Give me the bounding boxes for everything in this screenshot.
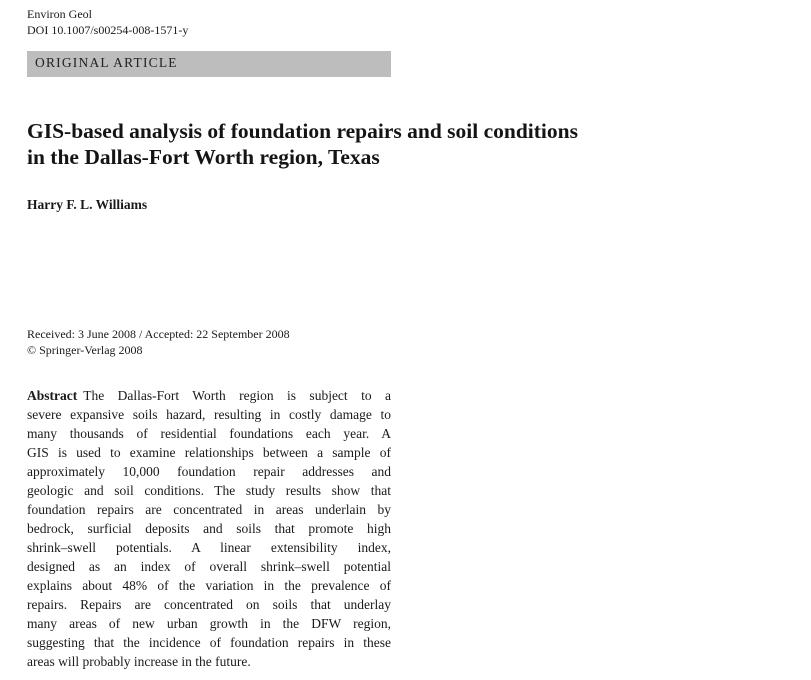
abstract-line: GIS is used to examine relationships between a sample of: [27, 445, 391, 460]
received-accepted: Received: 3 June 2008 / Accepted: 22 September 2008: [27, 327, 290, 341]
journal-header: [27, 6, 188, 38]
abstract-line: areas will probably increase in the future.: [27, 654, 251, 669]
author-name: Harry F. L. Williams: [27, 197, 148, 212]
abstract-text: The Dallas-Fort Worth region is subject to a: [83, 388, 391, 403]
abstract-line: many thousands of residential foundations each year. A: [27, 426, 391, 441]
copyright: © Springer-Verlag 2008: [27, 343, 143, 357]
abstract-line: bedrock, surficial deposits and soils that promote high: [27, 521, 391, 536]
abstract-line: explains about 48% of the variation in the prevalence of: [27, 578, 391, 593]
abstract-line: suggesting that the incidence of foundation repairs in these: [27, 635, 391, 650]
publication-dates: [27, 326, 290, 358]
abstract-line: repairs. Repairs are concentrated on soils that underlay: [27, 597, 391, 612]
section-label-bar: [27, 51, 391, 77]
abstract-line: severe expansive soils hazard, resulting in costly damage to: [27, 407, 391, 422]
article-title: [27, 118, 727, 170]
abstract-heading: Abstract: [27, 388, 78, 403]
abstract-line: designed as an index of overall shrink–swell potential: [27, 559, 391, 574]
abstract-line: many areas of new urban growth in the DFW region,: [27, 616, 391, 631]
title-line: in the Dallas-Fort Worth region, Texas: [27, 145, 380, 169]
abstract-line: foundation repairs are concentrated in areas underlain by: [27, 502, 391, 517]
abstract: [27, 386, 391, 671]
title-line: GIS-based analysis of foundation repairs and soil conditions: [27, 119, 578, 143]
section-label: ORIGINAL ARTICLE: [35, 55, 178, 70]
abstract-line: [27, 386, 391, 405]
abstract-line: geologic and soil conditions. The study results show that: [27, 483, 391, 498]
journal-name: Environ Geol: [27, 7, 92, 21]
abstract-line: approximately 10,000 foundation repair addresses and: [27, 464, 391, 479]
abstract-line: shrink–swell potentials. A linear extensibility index,: [27, 540, 391, 555]
doi[interactable]: DOI 10.1007/s00254-008-1571-y: [27, 23, 189, 37]
